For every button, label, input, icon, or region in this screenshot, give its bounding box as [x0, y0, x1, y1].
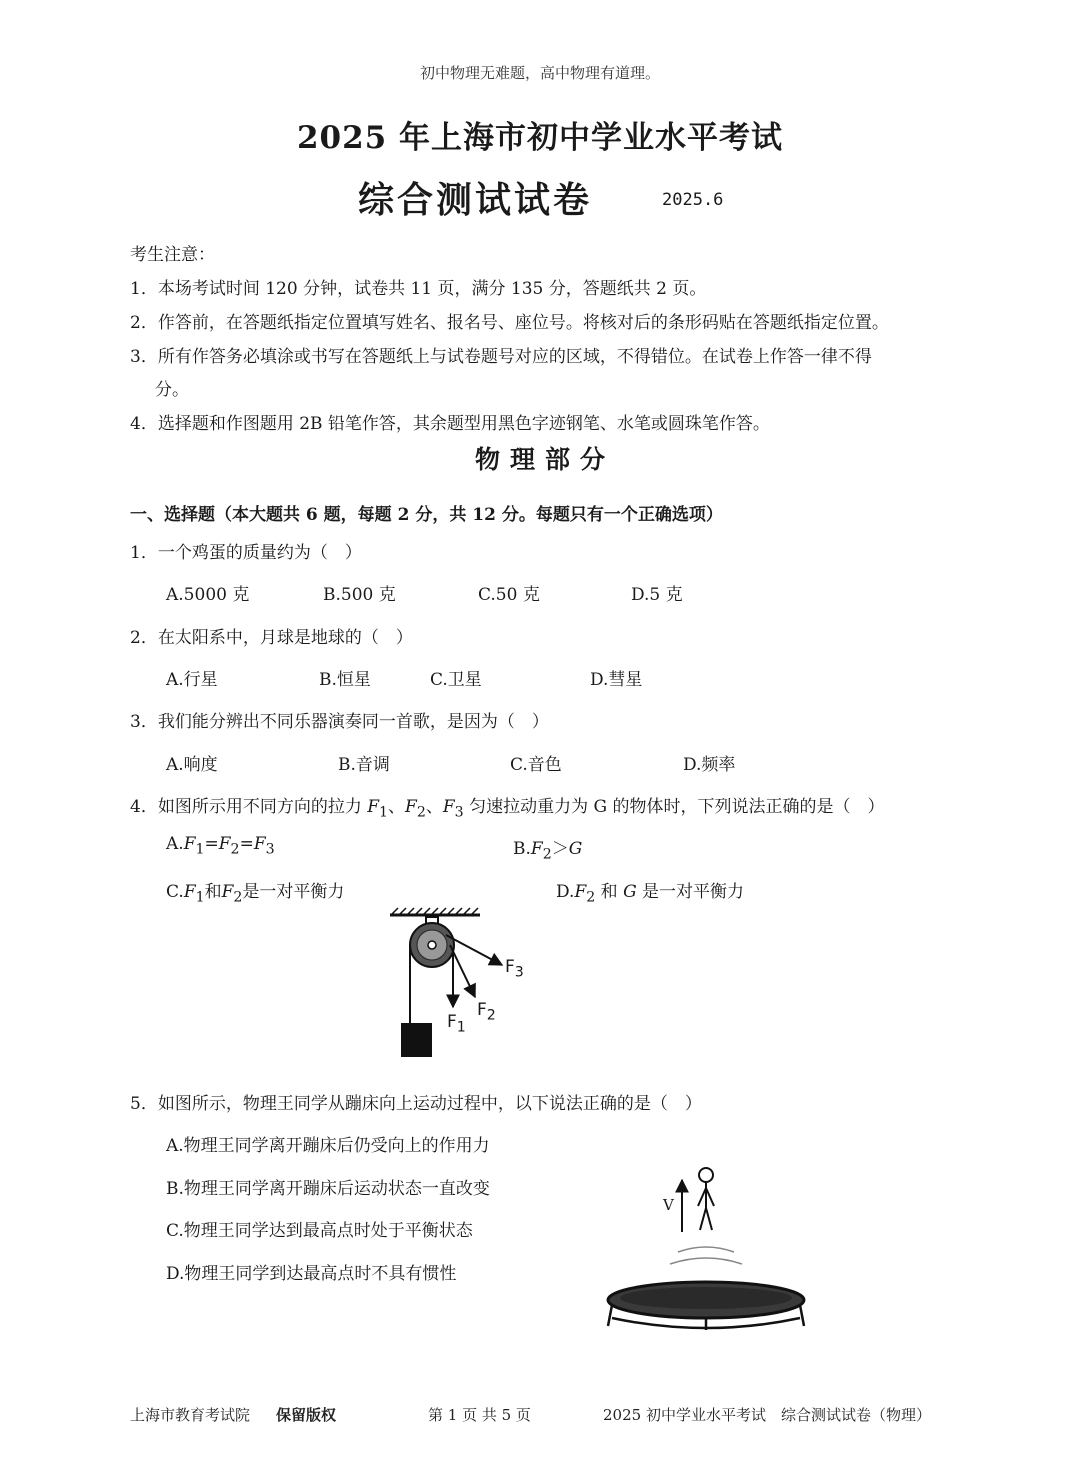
notice-item: 4．选择题和作图题用 2B 铅笔作答，其余题型用黑色字迹钢笔、水笔或圆珠笔作答。 — [130, 414, 770, 434]
option: $B.F_2>G$ — [513, 839, 583, 863]
motion-lines — [670, 1247, 742, 1264]
exam-subtitle: 综合测试试卷 — [358, 179, 593, 221]
option: C.音色 — [510, 755, 562, 775]
option: A.5000 克 — [166, 585, 250, 605]
option: D.频率 — [683, 755, 736, 775]
trampoline-mat — [620, 1287, 792, 1309]
header-note: 初中物理无难题，高中物理有道理。 — [419, 64, 660, 82]
option: C.50 克 — [478, 585, 540, 605]
option: $D.F_2$ 和 G 是一对平衡力 — [556, 882, 745, 906]
question-stem: 4．如图所示用不同方向的拉力 $F_1$、$F_2$、$F_3$ 匀速拉动重力为 G 的物体时，下列说法正确的是（ ） — [130, 797, 885, 821]
footer-page: 第 1 页 共 5 页 — [428, 1406, 531, 1424]
notice-item: 分。 — [155, 380, 189, 400]
exam-title: 2025 年上海市初中学业水平考试 — [296, 120, 784, 156]
trampoline-figure — [600, 1160, 830, 1335]
option: A.响度 — [166, 755, 218, 775]
option: D.5 克 — [631, 585, 683, 605]
velocity-label: V — [663, 1196, 674, 1214]
question-stem: 2．在太阳系中，月球是地球的（ ） — [130, 628, 413, 648]
section-heading: 一、选择题（本大题共 6 题，每题 2 分，共 12 分。每题只有一个正确选项） — [130, 505, 723, 525]
option: C.物理王同学达到最高点时处于平衡状态 — [166, 1221, 473, 1241]
question-stem: 5．如图所示，物理王同学从蹦床向上运动过程中，以下说法正确的是（ ） — [130, 1094, 702, 1114]
footer-paper: 2025 初中学业水平考试 综合测试试卷（物理） — [603, 1406, 931, 1424]
exam-date: 2025.6 — [662, 190, 724, 210]
option: C.卫星 — [430, 670, 482, 690]
label-f1: $F_1$ — [447, 1012, 466, 1036]
label-f3: $F_3$ — [505, 957, 524, 981]
option: A.物理王同学离开蹦床后仍受向上的作用力 — [166, 1136, 490, 1156]
option: A.行星 — [166, 670, 218, 690]
notice-heading: 考生注意： — [130, 245, 215, 265]
footer-org: 上海市教育考试院 — [130, 1406, 251, 1424]
option: B.物理王同学离开蹦床后运动状态一直改变 — [166, 1179, 490, 1199]
question-stem: 1．一个鸡蛋的质量约为（ ） — [130, 543, 362, 563]
label-f2: $F_2$ — [477, 1000, 496, 1024]
pulley-axle — [428, 941, 436, 949]
option: B.恒星 — [319, 670, 371, 690]
option: $C.F_1$和$F_2$是一对平衡力 — [166, 882, 345, 906]
notice-item: 1．本场考试时间 120 分钟，试卷共 11 页，满分 135 分，答题纸共 2 页。 — [130, 279, 707, 299]
option: $A.F_1=F_2=F_3$ — [166, 834, 275, 858]
option: D.物理王同学到达最高点时不具有惯性 — [166, 1264, 457, 1284]
question-stem: 3．我们能分辨出不同乐器演奏同一首歌，是因为（ ） — [130, 712, 549, 732]
option: B.500 克 — [323, 585, 396, 605]
weight-block — [401, 1023, 432, 1057]
notice-item: 3．所有作答务必填涂或书写在答题纸上与试卷题号对应的区域，不得错位。在试卷上作答一律不得 — [130, 347, 872, 367]
pulley-figure — [380, 905, 540, 1065]
notice-item: 2．作答前，在答题纸指定位置填写姓名、报名号、座位号。将核对后的条形码贴在答题纸指定位置。 — [130, 313, 889, 333]
footer-rights: 保留版权 — [276, 1406, 337, 1424]
stick-figure — [698, 1168, 714, 1230]
option: D.彗星 — [590, 670, 643, 690]
ceiling-hatch — [392, 908, 478, 914]
section-title: 物理部分 — [474, 445, 615, 474]
option: B.音调 — [338, 755, 390, 775]
